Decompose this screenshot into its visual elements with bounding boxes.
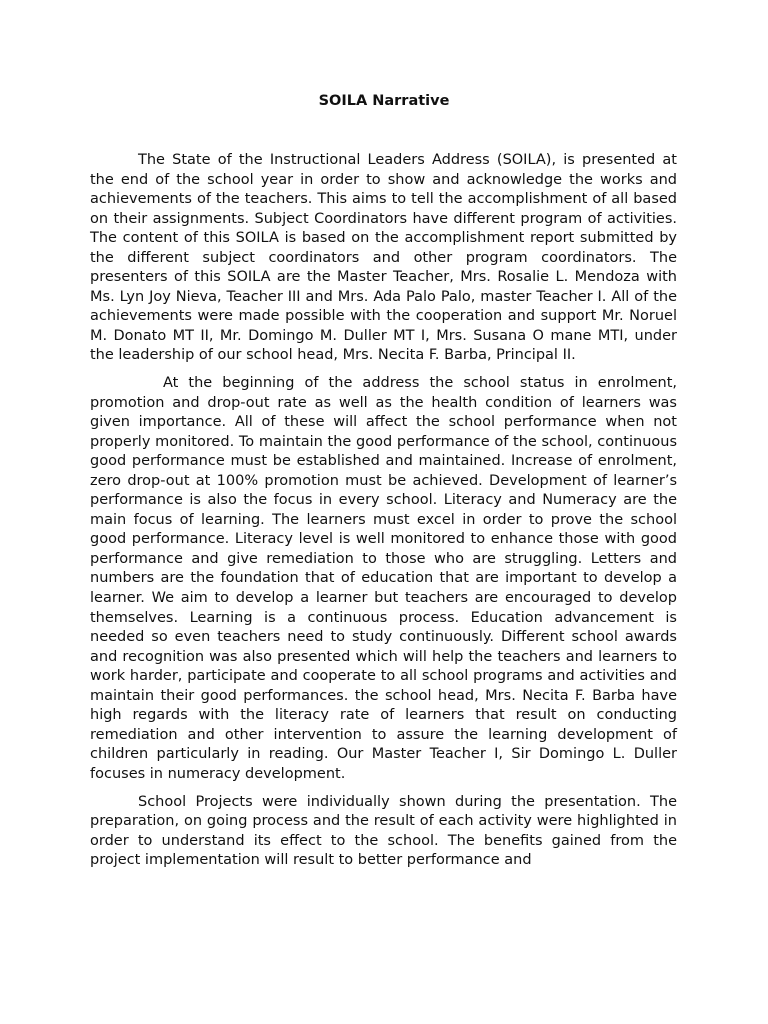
- paragraph-introduction: The State of the Instructional Leaders Address (SOILA), is presented at the end of the school year in order to show and acknowledge the works and achievements of the teachers. This aims to tell the accomplishment of all based on their assignments. Subject Coordinators have different program of activities. The content of this SOILA is based on the accomplishment report submitted by the different subject coordinators and other program coordinators. The presenters of this SOILA are the Master Teacher, Mrs. Rosalie L. Mendoza with Ms. Lyn Joy Nieva, Teacher III and Mrs. Ada Palo Palo, master Teacher I. All of the achievements were made possible with the cooperation and support Mr. Noruel M. Donato MT II, Mr. Domingo M. Duller MT I, Mrs. Susana O mane MTI, under the leadership of our school head, Mrs. Necita F. Barba, Principal II.: [90, 152, 677, 364]
- document-body: [90, 151, 677, 879]
- paragraph-school-status: At the beginning of the address the school status in enrolment, promotion and drop-out rate as well as the health condition of learners was given importance. All of these will affect the school performance when not properly monitored. To maintain the good performance of the school, continuous good performance must be established and maintained. Increase of enrolment, zero drop-out at 100% promotion must be achieved. Development of learner’s performance is also the focus in every school. Literacy and Numeracy are the main focus of learning. The learners must excel in order to prove the school good performance. Literacy level is well monitored to enhance those with good performance and give remediation to those who are struggling. Letters and numbers are the foundation that of education that are important to develop a learner. We aim to develop a learner but teachers are encouraged to develop themselves. Learning is a continuous process. Education advancement is needed so even teachers need to study continuously. Different school awards and recognition was also presented which will help the teachers and learners to work harder, participate and cooperate to all school programs and activities and maintain their good performances. the school head, Mrs. Necita F. Barba have high regards with the literacy rate of learners that result on conducting remediation and other intervention to assure the learning development of children particularly in reading. Our Master Teacher I, Sir Domingo L. Duller focuses in numeracy development.: [90, 375, 677, 782]
- document-title: SOILA Narrative: [318, 93, 450, 109]
- paragraph-school-projects: School Projects were individually shown during the presentation. The preparation, on going process and the result of each activity were highlighted in order to understand its effect to the school. The benefits gained from the project implementation will result to better performance and: [90, 793, 677, 869]
